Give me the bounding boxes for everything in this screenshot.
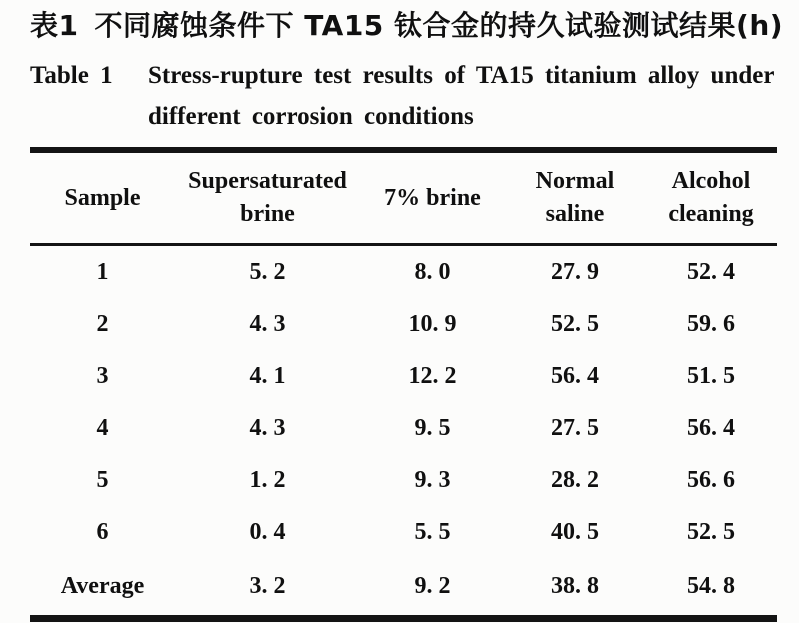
value-cell: 9. 3 [414,466,451,493]
value-cell: 0. 4 [249,518,286,545]
value-cell: 1. 2 [249,466,286,493]
value-cell: 54. 8 [687,573,735,599]
table-caption-zh-text: 不同腐蚀条件下 TA15 钛合金的持久试验测试结果(h) [94,9,784,42]
sample-cell: 2 [96,310,109,337]
header-row [30,150,777,245]
results-table [30,147,777,622]
header-alcohol-cleaning: Alcohol cleaning [645,150,777,245]
header-7pct-brine: 7% brine [360,150,505,245]
sample-cell: 4 [96,414,109,441]
sample-cell: 6 [96,518,109,545]
value-cell: 3. 2 [249,573,286,599]
table-row [30,506,777,558]
value-cell: 52. 5 [687,518,735,545]
table-caption-en [30,55,777,137]
table-caption-en-line1: Stress-rupture test results of TA15 titanium alloy under [148,62,775,89]
header-supersaturated-brine: Supersaturated brine [175,150,360,245]
value-cell: 38. 8 [551,573,599,599]
table-caption-en-number: Table 1 [30,62,113,89]
sample-cell: 5 [96,466,109,493]
value-cell: 40. 5 [551,518,599,545]
table-caption-en-text [148,55,777,137]
sample-cell: 1 [96,258,109,285]
value-cell: 9. 5 [414,414,451,441]
value-cell: 56. 6 [687,466,735,493]
value-cell: 51. 5 [687,362,735,389]
value-cell: 5. 5 [414,518,451,545]
value-cell: 27. 5 [551,414,599,441]
table-caption-en-line2: different corrosion conditions [148,103,474,130]
header-sample: Sample [30,150,175,245]
table-row [30,245,777,299]
value-cell: 56. 4 [551,362,599,389]
header-normal-saline: Normal saline [505,150,645,245]
value-cell: 52. 4 [687,258,735,285]
value-cell: 10. 9 [408,310,457,337]
value-cell: 28. 2 [551,466,599,493]
value-cell: 4. 1 [249,362,286,389]
value-cell: 4. 3 [249,414,286,441]
table-caption-zh [30,6,784,46]
table-row [30,454,777,506]
table-caption-zh-number: 表1 [30,9,79,42]
value-cell: 5. 2 [249,258,286,285]
value-cell: 27. 9 [551,258,599,285]
table-row [30,402,777,454]
value-cell: 9. 2 [414,573,451,599]
table-row [30,558,777,619]
value-cell: 4. 3 [249,310,286,337]
sample-cell: 3 [96,362,109,389]
value-cell: 12. 2 [408,362,457,389]
value-cell: 59. 6 [687,310,735,337]
value-cell: 56. 4 [687,414,735,441]
value-cell: 52. 5 [551,310,599,337]
table-row [30,350,777,402]
sample-cell: Average [60,573,145,599]
table-body [30,245,777,619]
table-row [30,298,777,350]
value-cell: 8. 0 [414,258,451,285]
